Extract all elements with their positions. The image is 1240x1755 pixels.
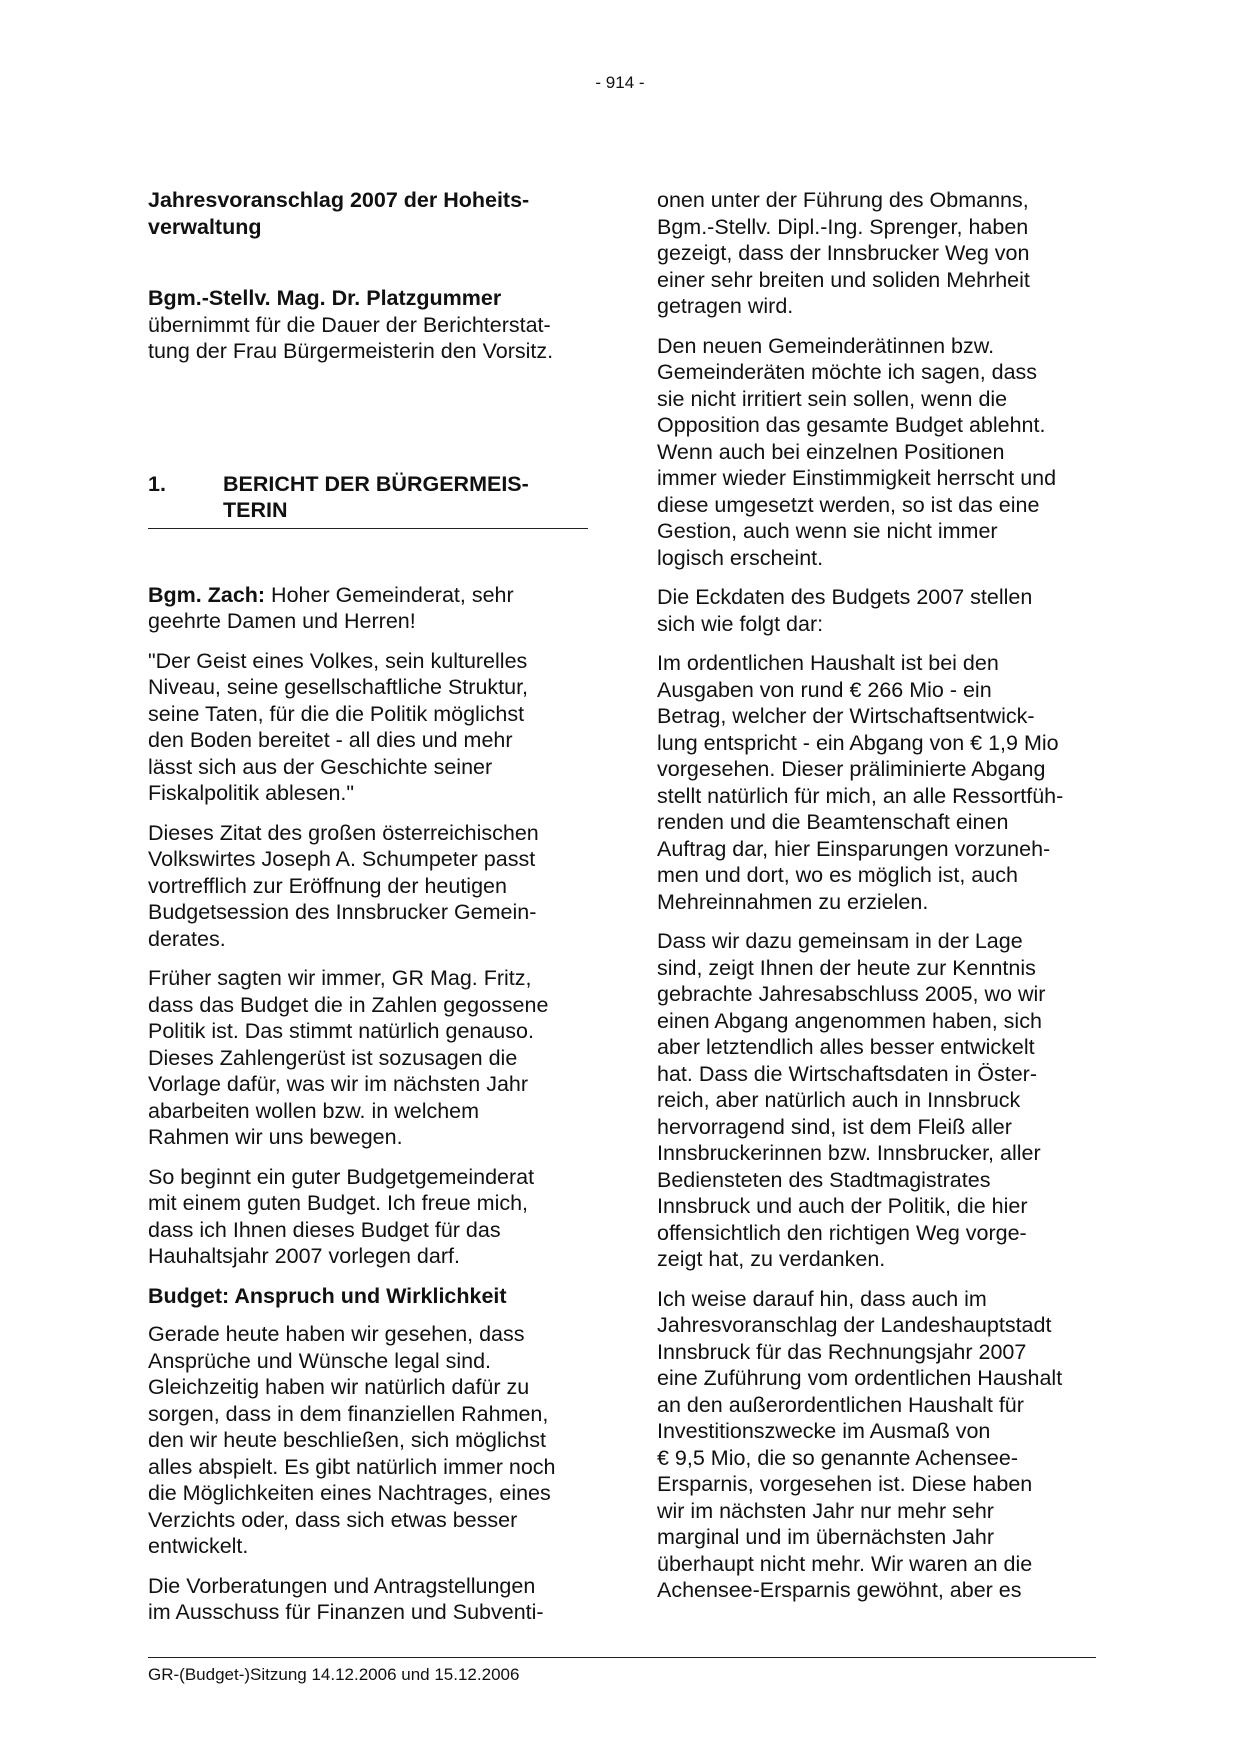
right-column — [657, 187, 1097, 1617]
section-number: 1. — [148, 471, 166, 496]
paragraph: So beginnt ein guter Budgetgemeinderat mit einem guten Budget. Ich freue mich, dass ich Ihnen dieses Budget für das Hauhaltsjahr 2007 vorlegen darf. — [148, 1164, 535, 1268]
paragraph: Früher sagten wir immer, GR Mag. Fritz, dass das Budget die in Zahlen gegossene Politik ist. Das stimmt natürlich genauso. Dieses Zahlengerüst ist sozusagen die Vorlage dafür, was wir im nächsten Jahr abarbeiten wollen bzw. in welchem Rahmen wir uns bewegen. — [148, 966, 549, 1149]
footer-divider — [148, 1657, 1096, 1658]
speech-intro — [148, 582, 588, 635]
subheading: Budget: Anspruch und Wirklichkeit — [148, 1283, 507, 1308]
paragraph: Dass wir dazu gemeinsam in der Lage sind, zeigt Ihnen der heute zur Kenntnis gebrachte Jahresabschluss 2005, wo wir einen Abgang angenommen haben, sich aber letztendlich alles besser entwickelt hat. Dass die Wirtschaftsdaten in Öster- reich, aber natürlich auch in Innsbruck hervorragend sind, ist dem Fleiß aller Innsbruckerinnen bzw. Innsbrucker, aller Bediensteten des Stadtmagistrates Innsbruck und auch der Politik, die hier offensichtlich den richtigen Weg vorge- zeigt hat, zu verdanken. — [657, 929, 1046, 1271]
paragraph: Im ordentlichen Haushalt ist bei den Ausgaben von rund € 266 Mio - ein Betrag, welcher der Wirtschaftsentwick- lung entspricht - ein Abgang von € 1,9 Mio vorgesehen. Dieser präliminierte Abgang stellt natürlich für mich, an alle Ressortfüh- renden und die Beamtenschaft einen Auftrag dar, hier Einsparungen vorzuneh- men und dort, wo es möglich ist, auch Mehreinnahmen zu erzielen. — [657, 651, 1064, 914]
paragraph: Die Vorberatungen und Antragstellungen im Ausschuss für Finanzen und Subventi- — [148, 1573, 544, 1624]
schumpeter-quote: "Der Geist eines Volkes, sein kulturelles Niveau, seine gesellschaftliche Struktur, seine Taten, für die die Politik möglichst den Boden bereitet - all dies und mehr lässt sich aus der Geschichte seiner Fiskalpolitik ablesen." — [148, 648, 529, 805]
page-number: - 914 - — [595, 73, 645, 92]
paragraph: Ich weise darauf hin, dass auch im Jahresvoranschlag der Landeshauptstadt Innsbruck für das Rechnungsjahr 2007 eine Zuführung vom ordentlichen Haushalt an den außerordentlichen Haushalt für Investitionszwecke im Ausmaß von € 9,5 Mio, die so genannte Achensee- Ersparnis, vorgesehen ist. Diese haben wir im nächsten Jahr nur mehr sehr marginal und im übernächsten Jahr überhaupt nicht mehr. Wir waren an die Achensee-Ersparnis gewöhnt, aber es — [657, 1286, 1063, 1602]
paragraph: Den neuen Gemeinderätinnen bzw. Gemeinderäten möchte ich sagen, dass sie nicht irritiert sein sollen, wenn die Opposition das gesamte Budget ablehnt. Wenn auch bei einzelnen Positionen immer wieder Einstimmigkeit herrscht und diese umgesetzt werden, so ist das eine Gestion, auch wenn sie nicht immer logisch erscheint. — [657, 333, 1057, 570]
chair-note — [148, 285, 588, 365]
speaker-text: übernimmt für die Dauer der Berichterstat- tung der Frau Bürgermeisterin den Vorsitz. — [148, 312, 554, 363]
speaker-name-mayor: Bgm. Zach: — [148, 582, 266, 607]
left-column — [148, 187, 588, 1639]
greeting-text: Hoher Gemeinderat, sehr geehrte Damen und Herren! — [148, 582, 514, 633]
paragraph: Die Eckdaten des Budgets 2007 stellen sich wie folgt dar: — [657, 585, 1033, 636]
section-title: BERICHT DER BÜRGERMEIS- TERIN — [223, 471, 529, 522]
paragraph: onen unter der Führung des Obmanns, Bgm.-Stellv. Dipl.-Ing. Sprenger, haben gezeigt, dass der Innsbrucker Weg von einer sehr breiten und soliden Mehrheit getragen wird. — [657, 188, 1030, 318]
paragraph: Dieses Zitat des großen österreichischen Volkswirtes Joseph A. Schumpeter passt vortrefflich zur Eröffnung der heutigen Budgetsession des Innsbrucker Gemein- derates. — [148, 820, 539, 951]
speaker-name: Bgm.-Stellv. Mag. Dr. Platzgummer — [148, 286, 502, 310]
footer-session-info: GR-(Budget-)Sitzung 14.12.2006 und 15.12.2006 — [148, 1665, 520, 1684]
paragraph: Gerade heute haben wir gesehen, dass Ansprüche und Wünsche legal sind. Gleichzeitig haben wir natürlich dafür zu sorgen, dass in dem finanziellen Rahmen, den wir heute beschließen, sich möglichst alles abspielt. Es gibt natürlich immer noch die Möglichkeiten eines Nachtrages, eines Verzichts oder, dass sich etwas besser entwickelt. — [148, 1322, 556, 1558]
agenda-title: Jahresvoranschlag 2007 der Hoheits- verwaltung — [148, 188, 530, 239]
section-heading — [148, 471, 588, 529]
